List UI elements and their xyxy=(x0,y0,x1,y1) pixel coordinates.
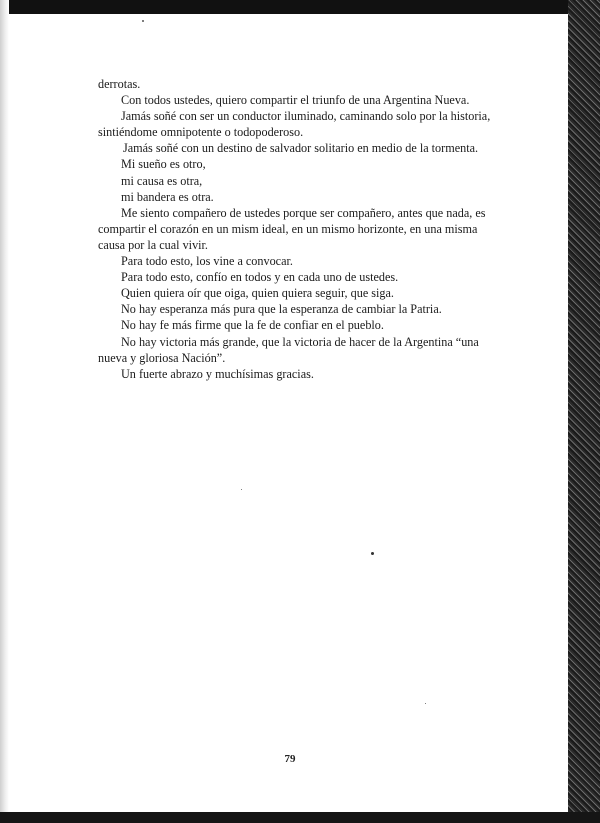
paragraph-4: Jamás soñé con un destino de salvador solitario en medio de la tormenta. xyxy=(123,141,479,156)
verse-line-3: mi bandera es otra. xyxy=(121,189,214,204)
scan-speck xyxy=(371,552,374,555)
paragraph-1: derrotas. xyxy=(98,77,141,91)
document-body xyxy=(98,76,500,382)
paragraph-12: Un fuerte abrazo y muchísimas gracias. xyxy=(121,366,314,381)
paragraph-2: Con todos ustedes, quiero compartir el triunfo de una Argentina Nueva. xyxy=(121,93,470,108)
paragraph-11: No hay victoria más grande, que la victoria de hacer de la Argentina “una nueva y gloriosa Nación”. xyxy=(98,334,479,365)
paragraph-7: Para todo esto, confío en todos y en cada uno de ustedes. xyxy=(121,270,399,285)
scan-speck xyxy=(241,489,242,490)
paragraph-5: Me siento compañero de ustedes porque ser compañero, antes que nada, es compartir el corazón en un mism ideal, en un mismo horizonte, en una misma causa por la cual vivir. xyxy=(98,205,486,252)
scan-right-border xyxy=(568,0,600,823)
page-number: 79 xyxy=(284,753,296,765)
scan-bottom-border xyxy=(0,812,600,823)
paragraph-10: No hay fe más firme que la fe de confiar en el pueblo. xyxy=(121,318,384,333)
paragraph-8: Quien quiera oír que oiga, quien quiera seguir, que siga. xyxy=(121,286,394,301)
verse-line-1: Mi sueño es otro, xyxy=(121,157,206,172)
paragraph-9: No hay esperanza más pura que la esperanza de cambiar la Patria. xyxy=(121,302,442,317)
scan-speck xyxy=(142,20,144,22)
scan-speck xyxy=(425,703,426,704)
scan-top-border xyxy=(0,0,600,14)
paragraph-3: Jamás soñé con ser un conductor iluminado, caminando solo por la historia, sintiéndome omnipotente o todopoderoso. xyxy=(98,109,491,140)
paragraph-6: Para todo esto, los vine a convocar. xyxy=(121,254,293,269)
verse-line-2: mi causa es otra, xyxy=(121,173,203,188)
scan-left-edge xyxy=(0,0,9,823)
